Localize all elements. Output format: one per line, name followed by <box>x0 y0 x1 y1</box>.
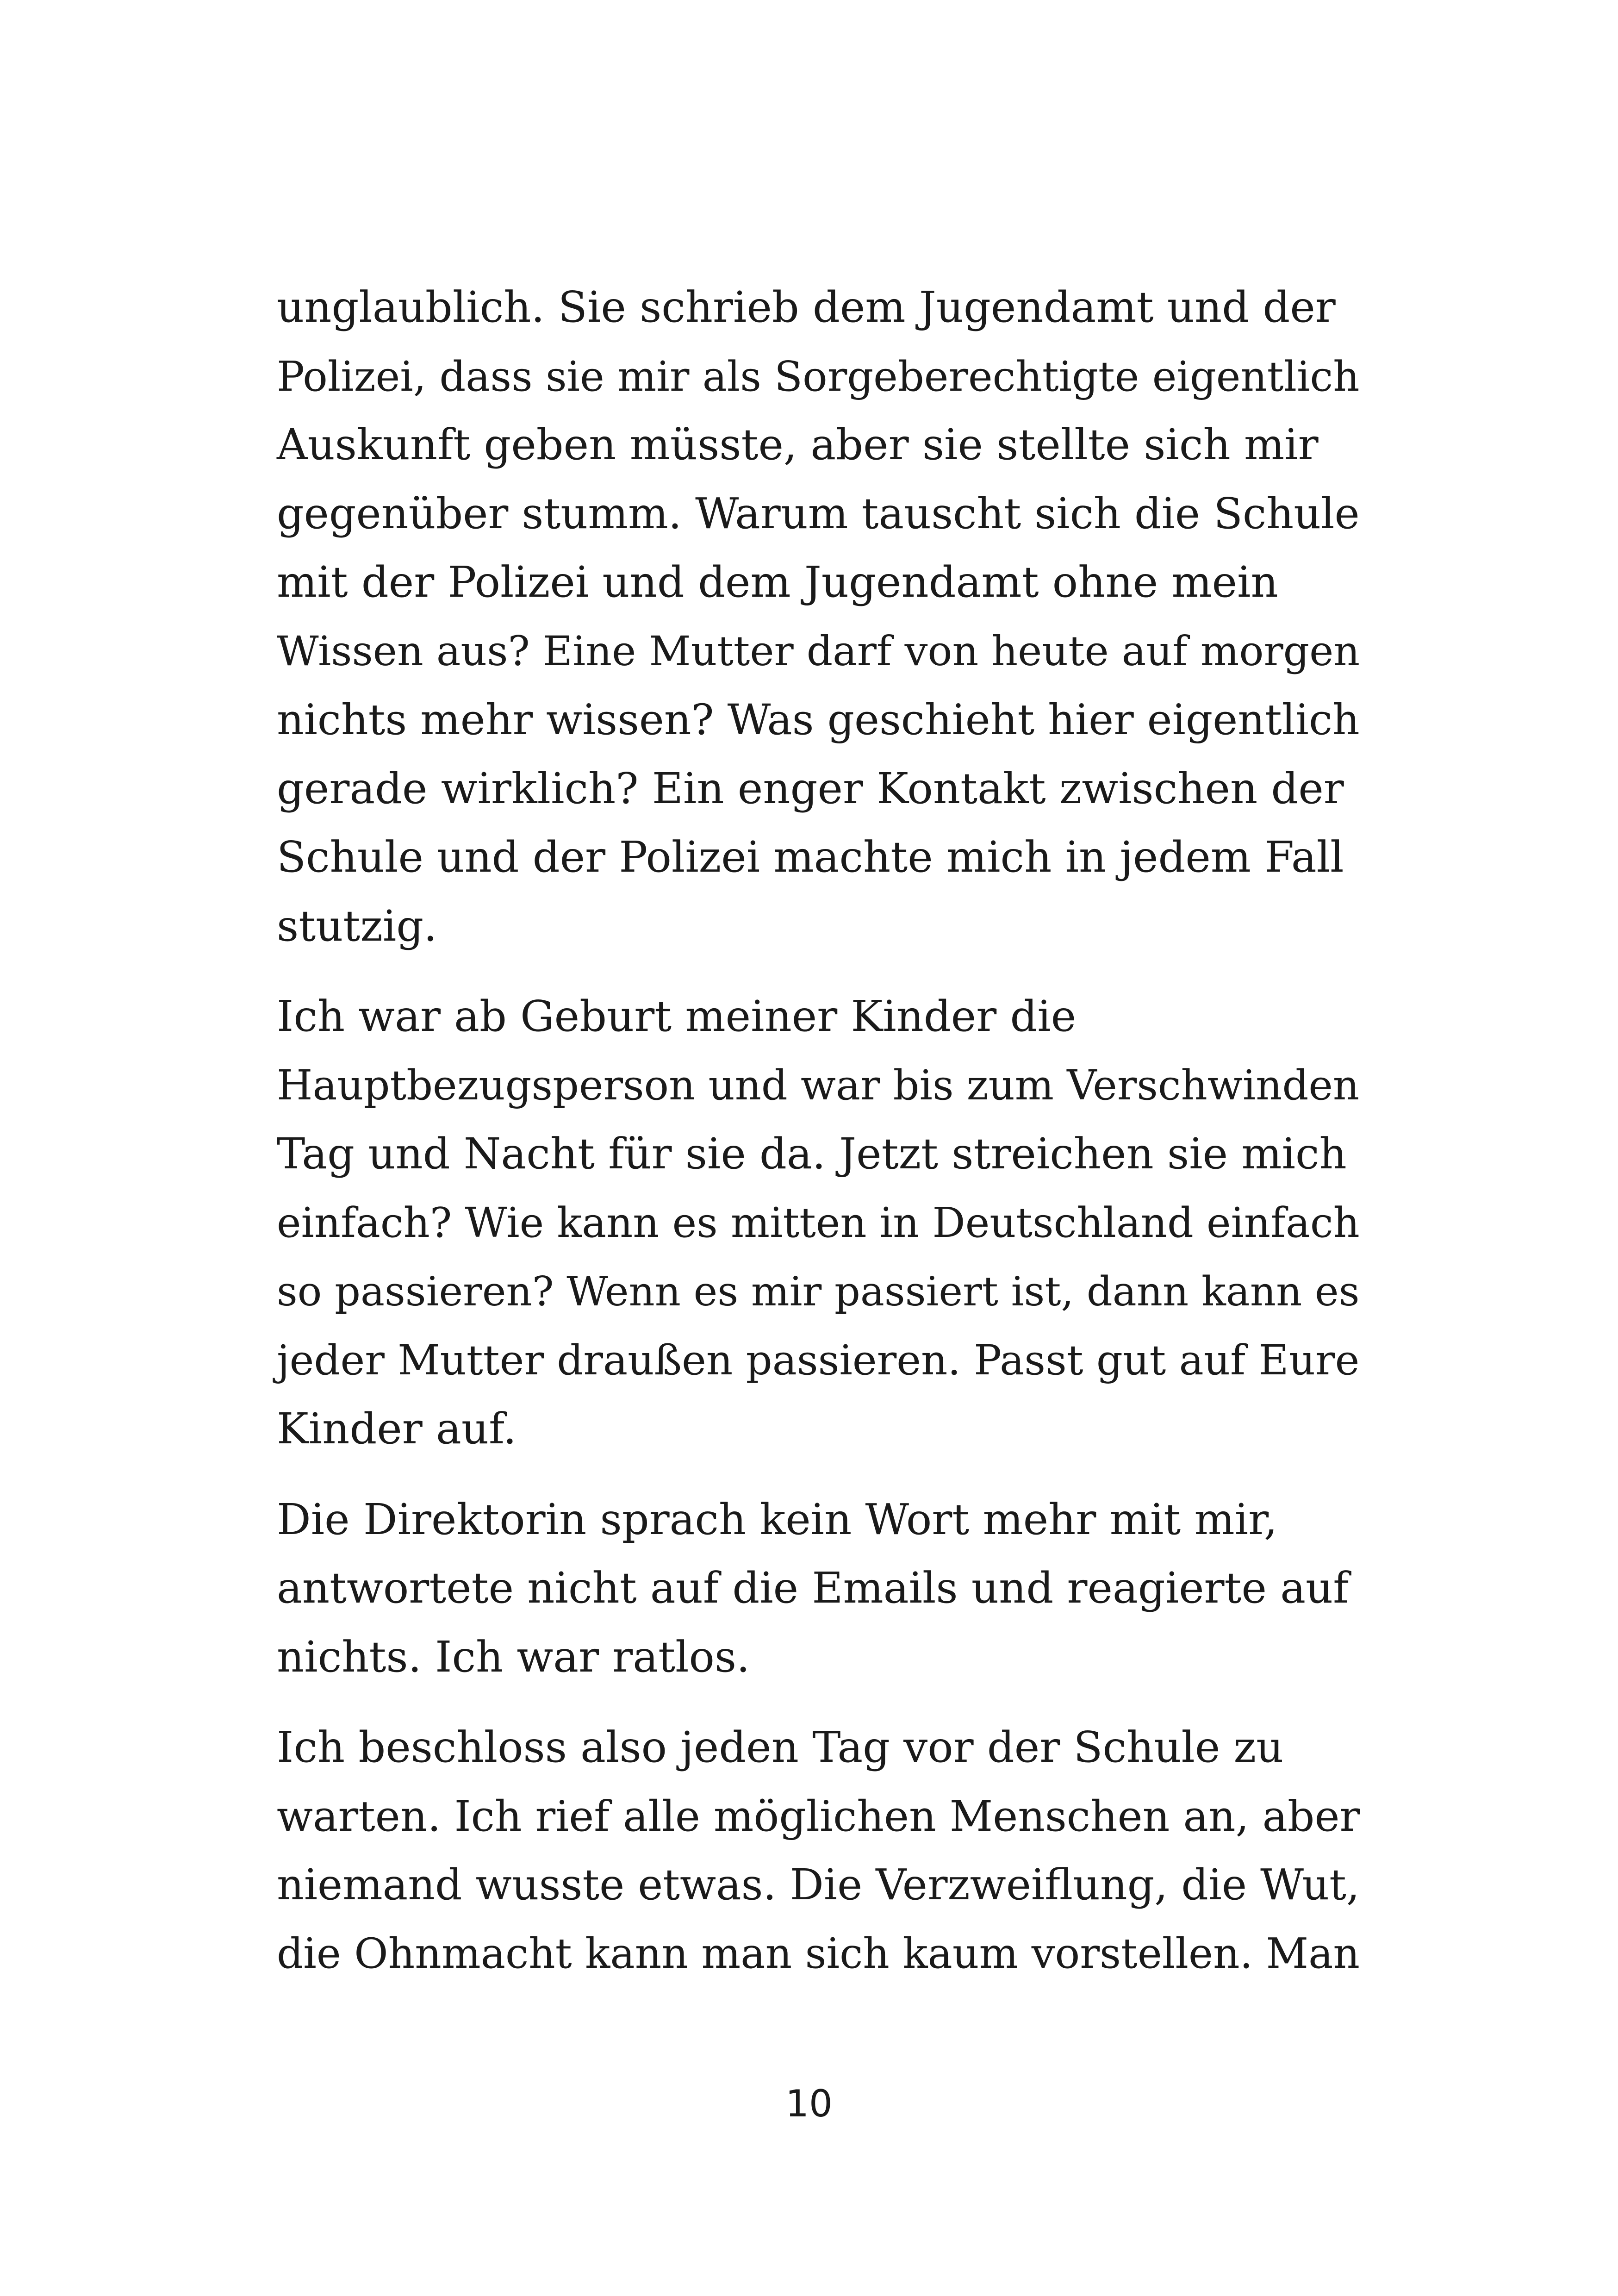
paragraph-4 <box>277 1713 1360 1988</box>
text-line: Die Direktorin sprach kein Wort mehr mit mir, <box>277 1494 1278 1544</box>
page-number: 10 <box>785 2082 833 2125</box>
text-line: unglaublich. Sie schrieb dem Jugendamt und der <box>277 282 1336 332</box>
text-line: gegenüber stumm. Warum tauscht sich die Schule <box>277 488 1360 538</box>
text-line: nichts mehr wissen? Was geschieht hier eigentlich <box>277 695 1360 744</box>
text-line: Polizei, dass sie mir als Sorgeberechtigte eigentlich <box>277 352 1360 400</box>
text-line: antwortete nicht auf die Emails und reagierte auf <box>277 1563 1349 1613</box>
body-text <box>277 273 1360 2010</box>
text-line: warten. Ich rief alle möglichen Menschen an, aber <box>277 1791 1360 1841</box>
text-line: Ich beschloss also jeden Tag vor der Schule zu <box>277 1722 1284 1772</box>
text-line: Hauptbezugsperson und war bis zum Verschwinden <box>277 1061 1360 1109</box>
text-line: Auskunft geben müsste, aber sie stellte sich mir <box>277 420 1319 469</box>
text-line: Ich war ab Geburt meiner Kinder die <box>277 992 1077 1041</box>
text-line: Kinder auf. <box>277 1404 517 1454</box>
text-line: mit der Polizei und dem Jugendamt ohne mein <box>277 557 1278 607</box>
paragraph-2 <box>277 982 1360 1464</box>
text-line: nichts. Ich war ratlos. <box>277 1632 750 1682</box>
text-line: gerade wirklich? Ein enger Kontakt zwischen der <box>277 763 1344 813</box>
text-line: stutzig. <box>277 901 437 951</box>
text-line: niemand wusste etwas. Die Verzweiflung, die Wut, <box>277 1860 1360 1909</box>
text-line: einfach? Wie kann es mitten in Deutschland einfach <box>277 1198 1360 1247</box>
text-line: so passieren? Wenn es mir passiert ist, dann kann es <box>277 1268 1360 1315</box>
text-line: jeder Mutter draußen passieren. Passt gut auf Eure <box>277 1336 1360 1385</box>
paragraph-3 <box>277 1485 1360 1692</box>
paragraph-1 <box>277 273 1360 961</box>
text-line: Tag und Nacht für sie da. Jetzt streichen sie mich <box>277 1129 1347 1179</box>
text-line: Wissen aus? Eine Mutter darf von heute auf morgen <box>277 627 1360 675</box>
text-line: Schule und der Polizei machte mich in jedem Fall <box>277 832 1344 882</box>
text-line: die Ohnmacht kann man sich kaum vorstellen. Man <box>277 1929 1360 1978</box>
